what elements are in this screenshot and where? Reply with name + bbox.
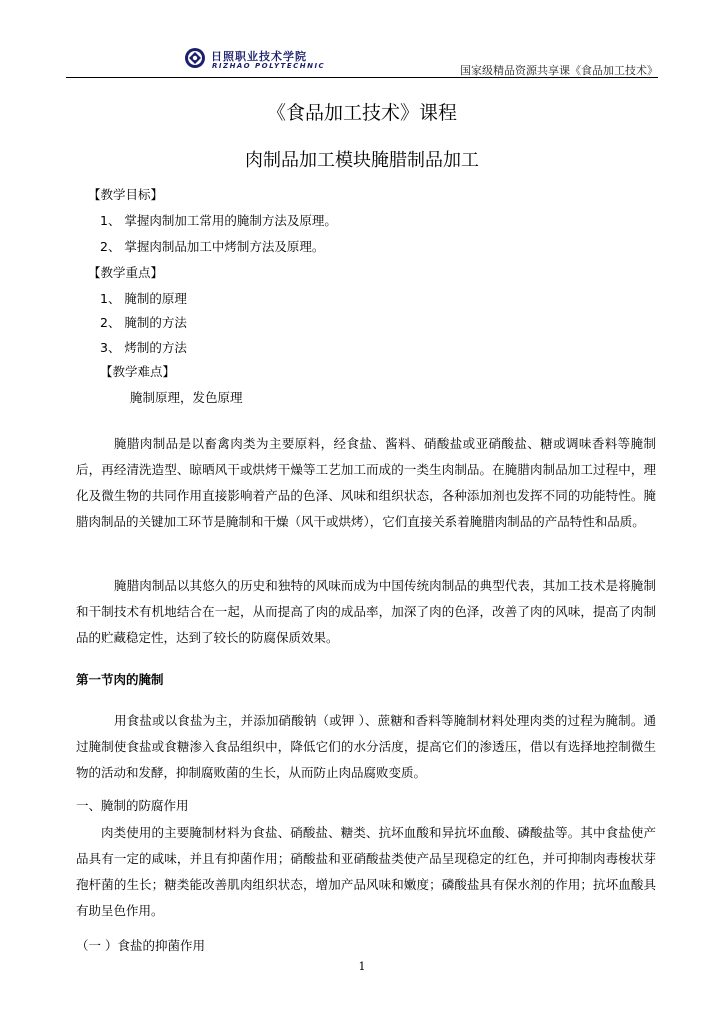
key-point-item: 3、 烤制的方法: [100, 340, 187, 355]
section-paragraph-2: 肉类使用的主要腌制材料为食盐、硝酸盐、糖类、抗坏血酸和异抗坏血酸、磷酸盐等。其中食盐使产品具有一定的咸味，并且有抑菌作用；硝酸盐和亚硝酸盐类使产品呈现稳定的红色，并可抑制肉毒梭状芽孢杆菌的生长；糖类能改善肌肉组织状态，增加产品风味和嫩度；磷酸盐具有保水剂的作用；抗坏血酸具有助呈色作用。: [76, 825, 656, 918]
subsection-heading: 一、腌制的防腐作用: [76, 798, 189, 813]
objectives-heading: 【教学目标】: [88, 187, 164, 202]
logo-text-cn: 日照职业技术学院: [211, 50, 307, 63]
difficulties-heading: 【教学难点】: [100, 364, 176, 379]
module-title: 肉制品加工模块腌腊制品加工: [245, 150, 479, 171]
intro-paragraph-2: 腌腊肉制品以其悠久的历史和独特的风味而成为中国传统肉制品的典型代表，其加工技术是将腌制和干制技术有机地结合在一起，从而提高了肉的成品率，加深了肉的色泽，改善了肉的风味，提高了肉制品的贮藏稳定性，达到了较长的防腐保质效果。: [76, 578, 656, 645]
objective-item: 1、 掌握肉制加工常用的腌制方法及原理。: [100, 213, 337, 228]
section-heading: 第一节肉的腌制: [76, 672, 164, 687]
logo-text-en: RIZHAO POLYTECHNIC: [212, 62, 326, 70]
course-tag: 国家级精品资源共享课《食品加工技术》: [460, 64, 658, 77]
school-logo-icon: [184, 47, 206, 69]
page-number: 1: [358, 960, 366, 973]
objective-item: 2、 掌握肉制品加工中烤制方法及原理。: [100, 239, 325, 254]
key-points-heading: 【教学重点】: [88, 265, 164, 280]
difficulties-text: 腌制原理，发色原理: [130, 390, 243, 405]
header-divider: [66, 77, 658, 78]
course-title: 《食品加工技术》课程: [266, 102, 457, 124]
section-paragraph-1: 用食盐或以食盐为主，并添加硝酸钠（或钾 ）、蔗糖和香料等腌制材料处理肉类的过程为腌制。通过腌制使食盐或食糖渗入食品组织中，降低它们的水分活度，提高它们的渗透压，借以有选择地控制微生物的活动和发酵，抑制腐败菌的生长，从而防止肉品腐败变质。: [76, 713, 656, 780]
key-point-item: 1、 腌制的原理: [100, 291, 187, 306]
key-point-item: 2、 腌制的方法: [100, 315, 187, 330]
intro-paragraph-1: 腌腊肉制品是以畜禽肉类为主要原料，经食盐、酱料、硝酸盐或亚硝酸盐、糖或调味香料等腌制后，再经清洗造型、晾晒风干或烘烤干燥等工艺加工而成的一类生肉制品。在腌腊肉制品加工过程中，理化及微生物的共同作用直接影响着产品的色泽、风味和组织状态，各种添加剂也发挥不同的功能特性。腌腊肉制品的关键加工环节是腌制和干燥（风干或烘烤），它们直接关系着腌腊肉制品的产品特性和品质。: [76, 436, 656, 529]
subsection-heading: （一 ）食盐的抑菌作用: [76, 938, 205, 953]
